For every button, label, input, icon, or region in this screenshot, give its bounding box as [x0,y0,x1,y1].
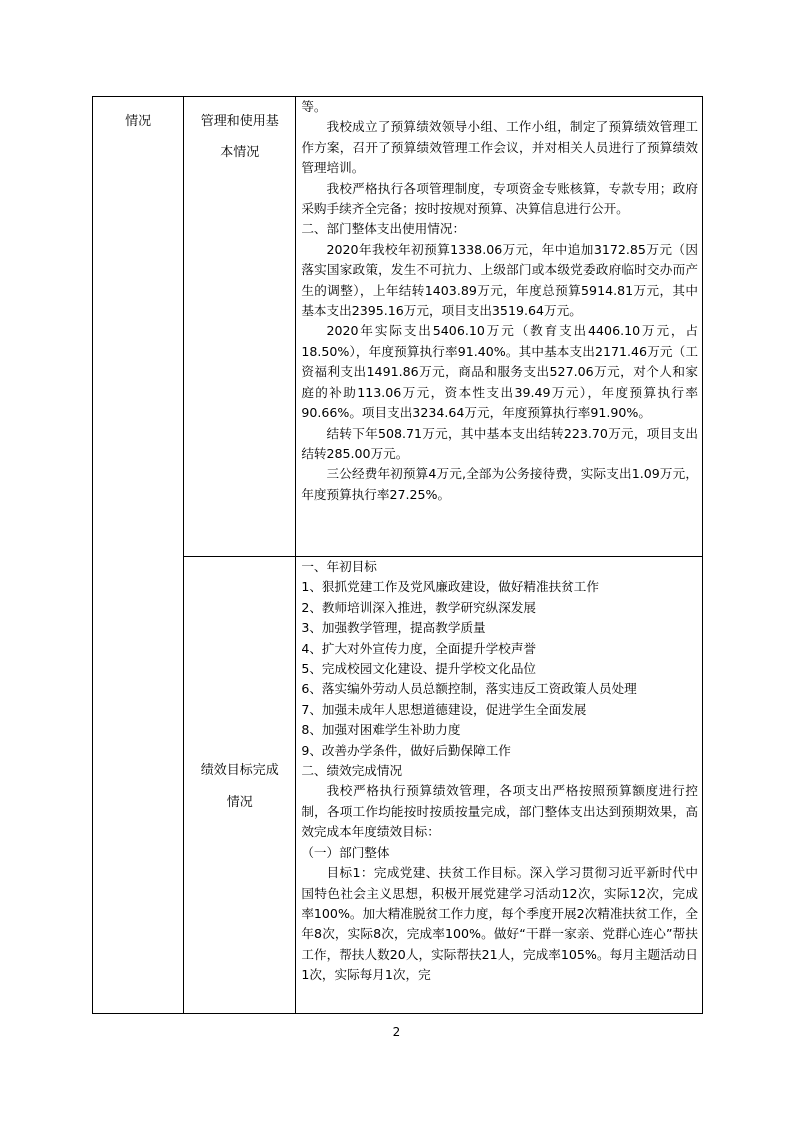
budget-label-line-1: 管理和使用基 [200,114,279,129]
goals-content-cell [296,557,703,1014]
goals-label-line-2: 情况 [226,795,253,810]
report-table [92,96,703,1014]
goals-paragraph: 目标1：完成党建、扶贫工作目标。深入学习贯彻习近平新时代中国特色社会主义思想，积极开展党建学习活动12次，实际12次，完成率100%。加大精准脱贫工作力度，每个季度开展2次精准扶贫工作，全年8次，实际8次，完成率100%。做好“干群一家亲、党群心连心”帮扶工作，帮扶人数20人，实际帮扶21人，完成率105%。每月主题活动日1次，实际每月1次，完 [301,865,698,983]
budget-paragraph: 我校严格执行各项管理制度，专项资金专账核算，专款专用；政府采购手续齐全完备；按时按规对预算、决算信息进行公开。 [301,180,698,217]
goals-paragraph: （一）部门整体 [301,844,390,860]
section-label-cell [93,97,184,1014]
goals-paragraph: 9、改善办学条件，做好后勤保障工作 [301,742,511,758]
budget-label-line-2: 本情况 [220,145,260,160]
goals-paragraph: 我校严格执行预算绩效管理，各项支出严格按照预算额度进行控制，各项工作均能按时按质按量完成，部门整体支出达到预期效果，高效完成本年度绩效目标： [301,783,698,840]
goals-label-line-1: 绩效目标完成 [200,763,279,778]
budget-paragraph: 二、部门整体支出使用情况： [301,221,466,237]
goals-paragraph: 6、落实编外劳动人员总额控制，落实违反工资政策人员处理 [301,681,637,697]
goals-paragraph: 一、年初目标 [301,559,377,574]
budget-paragraph: 结转下年508.71万元，其中基本支出结转223.70万元，项目支出结转285.00万元。 [301,425,698,461]
goals-paragraph: 3、加强教学管理，提高教学质量 [301,620,486,636]
budget-paragraph: 三公经费年初预算4万元,全部为公务接待费，实际支出1.09万元，年度预算执行率27.25%。 [301,466,698,502]
budget-paragraph: 2020年我校年初预算1338.06万元，年中追加3172.85万元（因落实国家政策，发生不可抗力、上级部门或本级党委政府临时交办而产生的调整），上年结转1403.89万元，年度总预算5914.81万元，其中基本支出2395.16万元，项目支出3519.64万元。 [301,241,698,319]
goals-paragraph: 二、绩效完成情况 [301,763,403,779]
goals-paragraph: 1、狠抓党建工作及党风廉政建设，做好精准扶贫工作 [301,579,599,595]
budget-paragraph: 等。 [301,99,327,114]
goals-paragraph: 8、加强对困难学生补助力度 [301,722,461,738]
goals-paragraph: 4、扩大对外宣传力度，全面提升学校声誉 [301,640,537,656]
goals-paragraph: 2、教师培训深入推进，教学研究纵深发展 [301,599,537,615]
goals-label-cell [184,557,296,1014]
goals-paragraph: 5、完成校园文化建设、提升学校文化品位 [301,661,537,677]
section-label: 情况 [125,114,152,129]
goals-row [93,557,703,1014]
budget-paragraph: 我校成立了预算绩效领导小组、工作小组，制定了预算绩效管理工作方案，召开了预算绩效管理工作会议，并对相关人员进行了预算绩效管理培训。 [301,119,698,176]
page-number: 2 [392,1025,401,1039]
budget-row [93,97,703,557]
goals-paragraph: 7、加强未成年人思想道德建设，促进学生全面发展 [301,701,587,717]
budget-label-cell [184,97,296,557]
goals-content [296,557,702,986]
budget-content [296,97,702,505]
budget-paragraph: 2020年实际支出5406.10万元（教育支出4406.10万元，占18.50%），年度预算执行率91.40%。其中基本支出2171.46万元（工资福利支出1491.86万元，商品和服务支出527.06万元，对个人和家庭的补助113.06万元，资本性支出39.49万元），年度预算执行率90.66%。项目支出3234.64万元，年度预算执行率91.90%。 [301,323,698,421]
budget-content-cell [296,97,703,557]
